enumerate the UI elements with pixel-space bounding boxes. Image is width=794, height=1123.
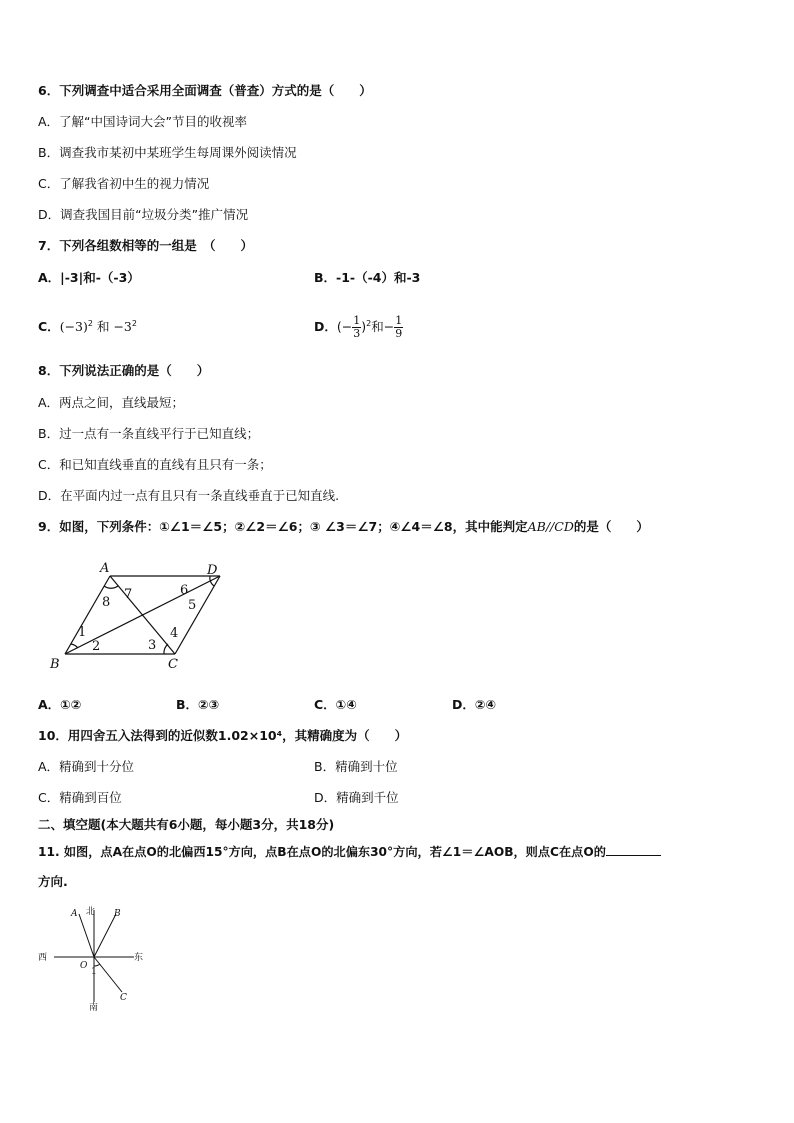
q11-figure (34, 902, 146, 1014)
q9-option-b: B．②③ (176, 697, 220, 712)
q7-d-exp: 2 (366, 319, 372, 328)
q10-option-c: C．精确到百位 (38, 790, 122, 805)
angle-arc-b (71, 644, 78, 648)
q11-stem (38, 843, 661, 860)
q9-stem-math: AB//CD (527, 519, 574, 534)
vertex-b: B (50, 657, 60, 672)
q9-stem-pre: 9．如图，下列条件：①∠1＝∠5；②∠2＝∠6；③ ∠3＝∠7；④∠4＝∠8，其中能判定 (38, 519, 528, 534)
q7-d-open: (− (336, 319, 353, 335)
q7-c-label: C． (38, 319, 60, 335)
label-angle-1: 1 (91, 967, 97, 977)
q7-stem: 7．下列各组数相等的一组是 （ ） (38, 238, 253, 253)
q7-option-b: B．-1-（-4）和-3 (314, 270, 421, 285)
diagonal-bd (65, 576, 220, 654)
angle-label-2: 2 (92, 639, 101, 654)
q7-d-close: ) (361, 319, 367, 335)
label-b: B (114, 909, 121, 919)
angle-arc-a (104, 586, 118, 588)
vertex-c: C (168, 657, 178, 672)
label-a: A (71, 909, 78, 919)
q7-option-c (38, 316, 137, 335)
vertex-a: A (100, 561, 110, 576)
q11-answer-blank[interactable] (606, 843, 661, 856)
angle-label-5: 5 (188, 598, 197, 613)
q7-option-d (314, 306, 403, 345)
q8-option-d: D．在平面内过一点有且只有一条直线垂直于已知直线. (38, 488, 340, 503)
q10-stem: 10．用四舍五入法得到的近似数1.02×10⁴，其精确度为（ ） (38, 728, 408, 743)
q9-option-d: D．②④ (452, 697, 497, 712)
ray-oc (94, 957, 122, 992)
label-o: O (80, 961, 88, 971)
q7-d-num2: 1 (395, 314, 403, 328)
q9-stem (38, 519, 649, 535)
angle-label-8: 8 (102, 595, 111, 610)
vertex-d: D (207, 563, 218, 578)
ray-ob (94, 914, 116, 957)
q11-stem-text: 11. 如图，点A在点O的北偏西15°方向，点B在点O的北偏东30°方向，若∠1＝∠AOB，则点C在点O的 (38, 845, 606, 859)
q7-c-exp2: 2 (131, 319, 137, 328)
q7-d-den: 3 (353, 327, 361, 341)
q10-option-a: A．精确到十分位 (38, 759, 135, 774)
label-east: 东 (134, 953, 144, 963)
q8-stem: 8．下列说法正确的是（ ） (38, 363, 210, 378)
angle-label-4: 4 (170, 626, 179, 641)
q7-c-expr1: (−3) (59, 319, 88, 335)
q7-d-label: D． (314, 319, 337, 335)
q9-option-c: C．①④ (314, 697, 357, 712)
q7-c-exp1: 2 (87, 319, 93, 328)
q6-option-c: C．了解我省初中生的视力情况 (38, 176, 210, 191)
q6-option-b: B．调查我市某初中某班学生每周课外阅读情况 (38, 145, 297, 160)
q7-option-a: A．|-3|和-（-3） (38, 270, 140, 285)
q8-option-b: B．过一点有一条直线平行于已知直线； (38, 426, 260, 441)
q6-option-d: D．调查我国目前“垃圾分类”推广情况 (38, 207, 249, 222)
q9-option-a: A．①② (38, 697, 82, 712)
q7-c-and: 和 (96, 319, 110, 335)
q7-d-frac2 (394, 315, 403, 340)
label-c: C (120, 993, 127, 1003)
angle-label-1: 1 (78, 625, 87, 640)
section-2-heading: 二、填空题(本大题共有6小题，每小题3分，共18分) (38, 817, 335, 832)
q8-option-c: C．和已知直线垂直的直线有且只有一条； (38, 457, 272, 472)
q9-figure (44, 558, 230, 672)
angle-label-3: 3 (148, 638, 157, 653)
q10-option-b: B．精确到十位 (314, 759, 398, 774)
angle-label-6: 6 (180, 583, 189, 598)
label-west: 西 (38, 953, 48, 963)
q7-d-den2: 9 (395, 327, 403, 341)
q8-option-a: A．两点之间，直线最短； (38, 395, 185, 410)
q6-option-a: A．了解“中国诗词大会”节目的收视率 (38, 114, 248, 129)
angle-label-7: 7 (124, 587, 133, 602)
q10-option-d: D．精确到千位 (314, 790, 399, 805)
q7-d-frac1 (352, 315, 361, 340)
q7-d-and: 和− (371, 319, 395, 335)
q7-d-num: 1 (353, 314, 361, 328)
q7-c-expr2: −3 (113, 319, 132, 335)
ray-oa (79, 914, 94, 957)
angle-arc-1 (94, 964, 100, 966)
q11-stem-2: 方向. (38, 874, 68, 889)
label-north: 北 (86, 907, 96, 917)
label-south: 南 (89, 1003, 99, 1013)
q6-stem: 6．下列调查中适合采用全面调查（普查）方式的是（ ） (38, 83, 372, 98)
q9-stem-post: 的是（ ） (573, 519, 649, 534)
